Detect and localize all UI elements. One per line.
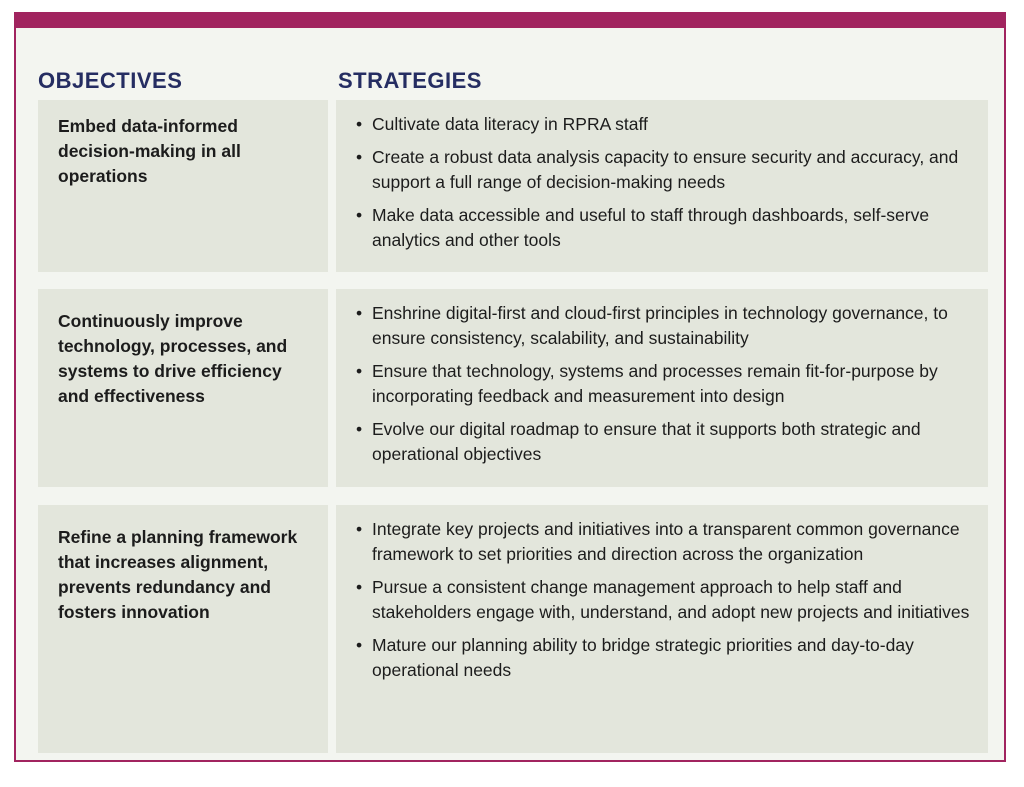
strategy-list (356, 112, 974, 253)
strategy-item (356, 203, 974, 253)
strategy-text: Pursue a consistent change management approach to help staff and stakeholders engage with, understand, and adopt new projects and initiatives (372, 577, 970, 622)
strategy-list (356, 517, 974, 683)
objective-cell (38, 100, 328, 272)
strategy-text: Integrate key projects and initiatives into a transparent common governance framework to set priorities and direction across the organization (372, 519, 960, 564)
objective-text: Embed data-informed decision-making in all operations (58, 116, 241, 186)
strategy-item (356, 145, 974, 195)
strategy-text: Ensure that technology, systems and processes remain fit-for-purpose by incorporating feedback and measurement into design (372, 361, 938, 406)
objective-text: Refine a planning framework that increases alignment, prevents redundancy and fosters innovation (58, 527, 298, 622)
bullet-icon: • (356, 519, 363, 539)
strategy-item (356, 517, 974, 567)
bullet-icon: • (356, 205, 363, 225)
table-row (38, 505, 988, 753)
bullet-icon: • (356, 114, 363, 134)
bullet-icon: • (356, 577, 363, 597)
objectives-header: OBJECTIVES (38, 68, 183, 93)
strategy-text: Cultivate data literacy in RPRA staff (372, 114, 648, 134)
table-row (38, 100, 988, 272)
strategy-item (356, 112, 974, 137)
bullet-icon: • (356, 419, 363, 439)
strategy-item (356, 301, 974, 351)
strategies-cell (336, 505, 988, 753)
strategy-text: Enshrine digital-first and cloud-first principles in technology governance, to ensure consistency, scalability, and sustainability (372, 303, 948, 348)
objective-cell (38, 289, 328, 487)
strategy-text: Mature our planning ability to bridge strategic priorities and day-to-day operational needs (372, 635, 914, 680)
bullet-icon: • (356, 147, 363, 167)
strategy-item (356, 633, 974, 683)
strategy-text: Evolve our digital roadmap to ensure that it supports both strategic and operational objectives (372, 419, 921, 464)
strategy-list (356, 301, 974, 467)
table-row (38, 289, 988, 487)
strategies-cell (336, 100, 988, 272)
strategies-cell (336, 289, 988, 487)
objective-cell (38, 505, 328, 753)
strategies-header: STRATEGIES (338, 68, 482, 93)
bullet-icon: • (356, 635, 363, 655)
strategy-text: Make data accessible and useful to staff through dashboards, self-serve analytics and other tools (372, 205, 930, 250)
bullet-icon: • (356, 361, 363, 381)
objective-text: Continuously improve technology, processes, and systems to drive efficiency and effectiveness (58, 311, 288, 406)
table-frame (14, 12, 1006, 762)
strategy-item (356, 359, 974, 409)
strategy-text: Create a robust data analysis capacity to ensure security and accuracy, and support a full range of decision-making needs (372, 147, 959, 192)
bullet-icon: • (356, 303, 363, 323)
strategy-item (356, 417, 974, 467)
strategy-item (356, 575, 974, 625)
